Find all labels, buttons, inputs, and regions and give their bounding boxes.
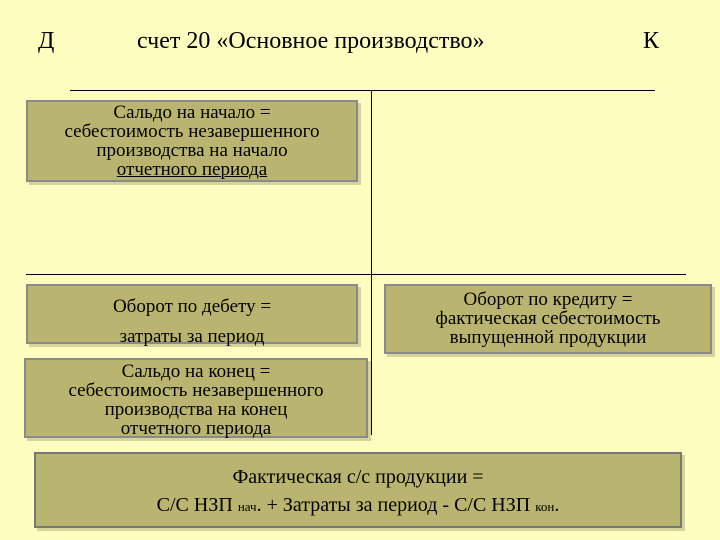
credit-turnover-line-3: выпущенной продукции [449, 327, 647, 348]
closing-balance-line-3: производства на конец [104, 399, 288, 420]
formula-box [34, 452, 682, 528]
debit-turnover-box [26, 284, 358, 347]
debit-label: Д [38, 28, 55, 54]
credit-turnover-line-2: фактическая себестоимость [435, 308, 661, 329]
formula-sub-start: нач [237, 499, 257, 514]
closing-balance-line-4: отчетного периода [120, 418, 272, 439]
t-account-top-line [70, 90, 655, 91]
formula-part-1: С/С НЗП [156, 494, 238, 516]
formula-line-1: Фактическая с/с продукции = [232, 466, 484, 488]
credit-label: К [643, 28, 660, 54]
opening-balance-line-4: отчетного периода [116, 159, 268, 180]
opening-balance-line-1: Сальдо на начало = [113, 102, 271, 123]
account-title: счет 20 «Основное производство» [137, 28, 485, 54]
closing-balance-box [24, 358, 368, 438]
t-account-vertical-line [371, 90, 372, 435]
credit-turnover-box [384, 284, 712, 354]
formula-part-3: . [554, 494, 560, 516]
opening-balance-line-3: производства на начало [96, 140, 288, 161]
credit-turnover-line-1: Оборот по кредиту = [463, 289, 633, 310]
t-account-middle-line [26, 274, 686, 275]
formula-part-2: . + Затраты за период - С/С НЗП [256, 494, 536, 516]
formula-line-2 [36, 491, 680, 521]
formula-sub-end: кон [535, 499, 555, 514]
opening-balance-line-2: себестоимость незавершенного [64, 121, 320, 142]
debit-turnover-line-2: затраты за период [119, 326, 265, 347]
closing-balance-line-2: себестоимость незавершенного [68, 380, 324, 401]
closing-balance-line-1: Сальдо на конец = [121, 361, 271, 382]
debit-turnover-line-1: Оборот по дебету = [112, 296, 272, 317]
opening-balance-box [26, 100, 358, 182]
